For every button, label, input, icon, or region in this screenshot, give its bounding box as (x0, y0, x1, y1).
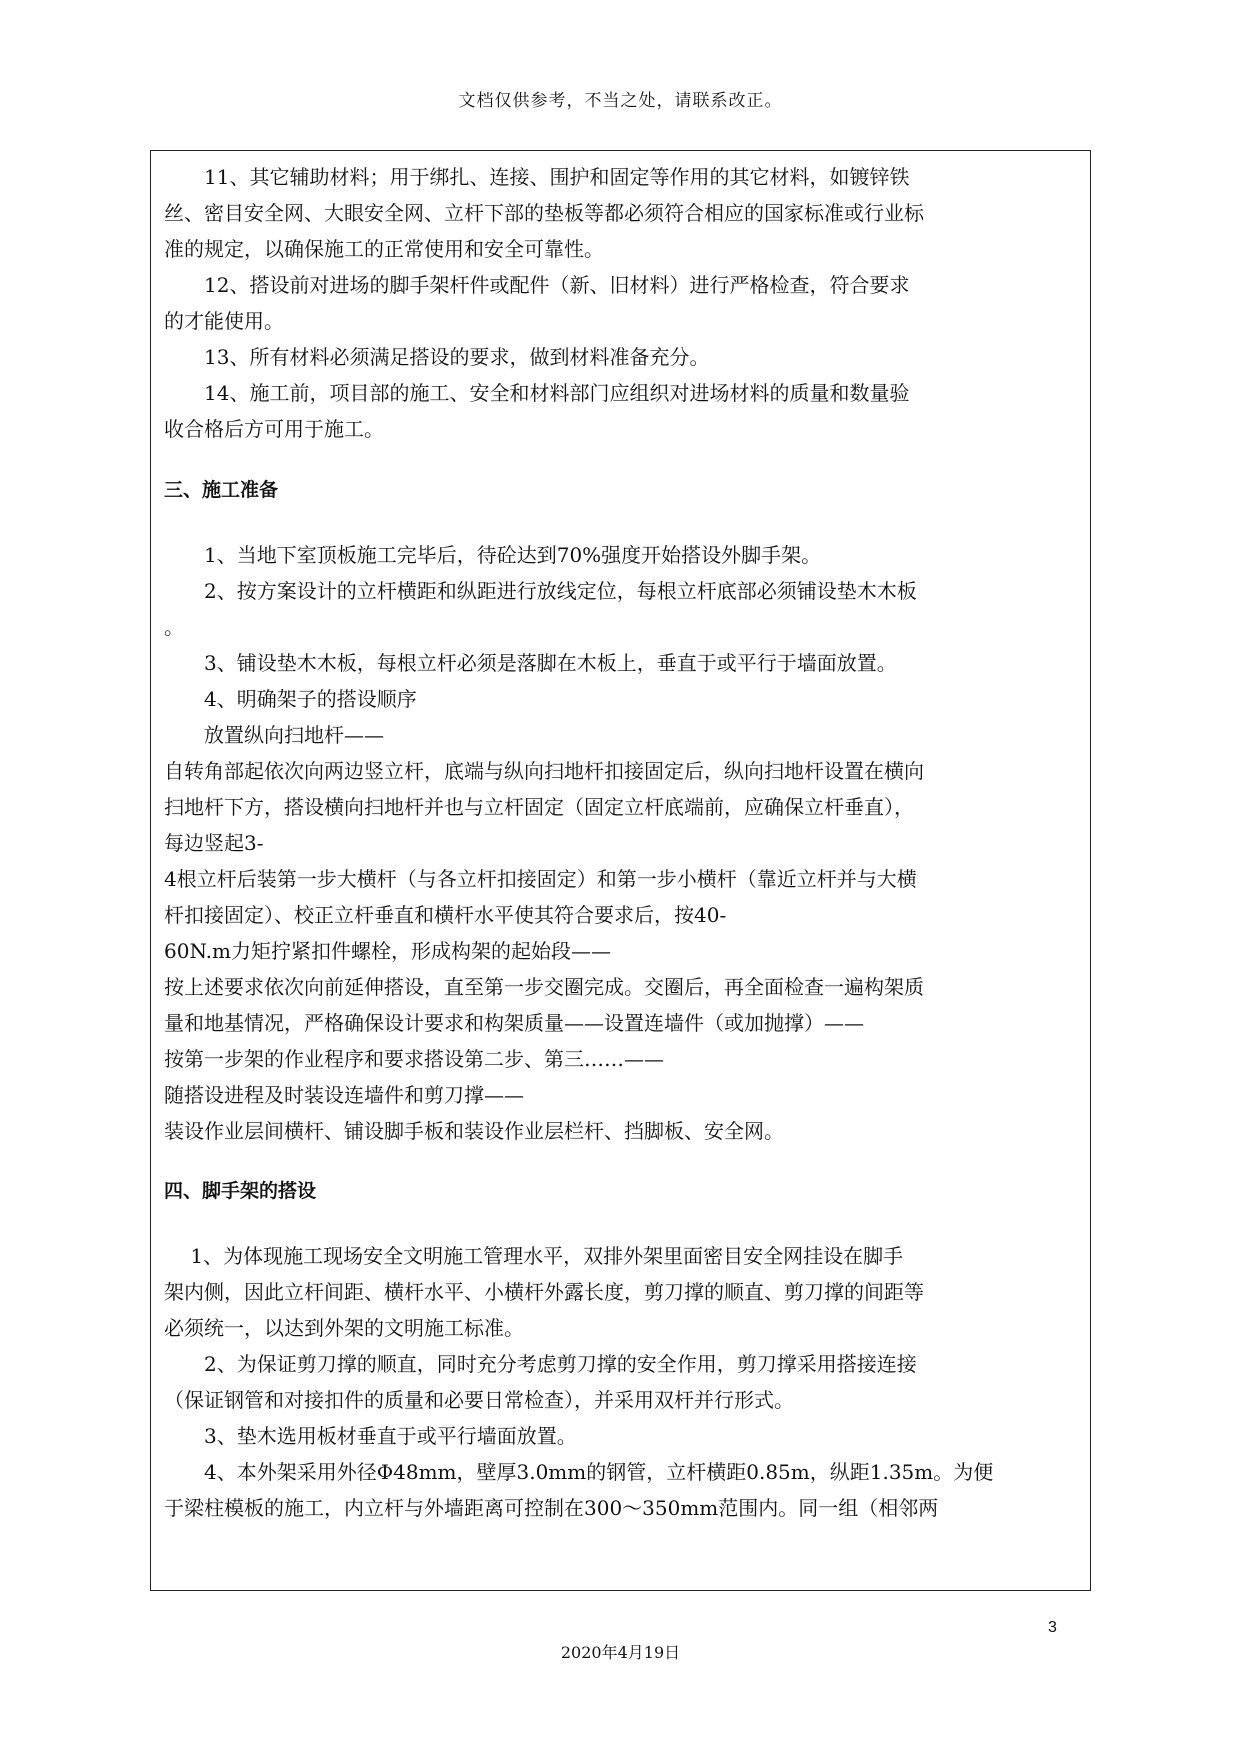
text-line: 准的规定，以确保施工的正常使用和安全可靠性。 (164, 237, 604, 261)
text-line: 装设作业层间横杆、铺设脚手板和装设作业层栏杆、挡脚板、安全网。 (164, 1119, 784, 1143)
text-line: 必须统一，以达到外架的文明施工标准。 (164, 1316, 524, 1340)
text-line: 3、铺设垫木木板，每根立杆必须是落脚在木板上，垂直于或平行于墙面放置。 (164, 651, 897, 675)
section-heading: 四、脚手架的搭设 (164, 1180, 317, 1202)
text-line: 按第一步架的作业程序和要求搭设第二步、第三……—— (164, 1047, 664, 1071)
text-line: 2、按方案设计的立杆横距和纵距进行放线定位，每根立杆底部必须铺设垫木木板 (164, 579, 917, 603)
text-line: 收合格后方可用于施工。 (164, 417, 384, 441)
text-line: 。 (164, 615, 184, 639)
text-line: 扫地杆下方，搭设横向扫地杆并也与立杆固定（固定立杆底端前，应确保立杆垂直）， (164, 795, 914, 819)
text-line: 放置纵向扫地杆—— (164, 723, 384, 747)
document-frame (150, 150, 1091, 1591)
text-line: 于梁柱模板的施工，内立杆与外墙距离可控制在300～350mm范围内。同一组（相邻两 (164, 1496, 939, 1520)
text-line: （保证钢管和对接扣件的质量和必要日常检查），并采用双杆并行形式。 (164, 1388, 794, 1412)
section-heading: 三、施工准备 (164, 479, 279, 501)
page-number: 3 (1048, 1619, 1057, 1636)
text-line: 1、当地下室顶板施工完毕后，待砼达到70%强度开始搭设外脚手架。 (164, 543, 822, 567)
footer-date: 2020年4月19日 (560, 1643, 681, 1662)
text-line: 2、为保证剪刀撑的顺直，同时充分考虑剪刀撑的安全作用，剪刀撑采用搭接连接 (164, 1352, 917, 1376)
text-line: 14、施工前，项目部的施工、安全和材料部门应组织对进场材料的质量和数量验 (164, 381, 910, 405)
text-line: 3、垫木选用板材垂直于或平行墙面放置。 (164, 1424, 577, 1448)
text-line: 按上述要求依次向前延伸搭设，直至第一步交圈完成。交圈后，再全面检查一遍构架质 (164, 975, 924, 999)
text-line: 1、为体现施工现场安全文明施工管理水平，双排外架里面密目安全网挂设在脚手 (164, 1244, 904, 1268)
text-line: 自转角部起依次向两边竖立杆，底端与纵向扫地杆扣接固定后，纵向扫地杆设置在横向 (164, 759, 924, 783)
text-line: 每边竖起3- (164, 831, 264, 855)
text-line: 12、搭设前对进场的脚手架杆件或配件（新、旧材料）进行严格检查，符合要求 (164, 273, 910, 297)
text-line: 13、所有材料必须满足搭设的要求，做到材料准备充分。 (164, 345, 710, 369)
text-line: 4、明确架子的搭设顺序 (164, 687, 417, 711)
text-line: 60N.m力矩拧紧扣件螺栓，形成构架的起始段—— (164, 939, 611, 963)
text-line: 架内侧，因此立杆间距、横杆水平、小横杆外露长度，剪刀撑的顺直、剪刀撑的间距等 (164, 1280, 924, 1304)
text-line: 的才能使用。 (164, 309, 284, 333)
text-line: 随搭设进程及时装设连墙件和剪刀撑—— (164, 1083, 524, 1107)
header-note: 文档仅供参考，不当之处，请联系改正。 (458, 91, 783, 111)
text-line: 丝、密目安全网、大眼安全网、立杆下部的垫板等都必须符合相应的国家标准或行业标 (164, 201, 924, 225)
text-line: 11、其它辅助材料；用于绑扎、连接、围护和固定等作用的其它材料，如镀锌铁 (164, 165, 910, 189)
text-line: 量和地基情况，严格确保设计要求和构架质量——设置连墙件（或加抛撑）—— (164, 1011, 864, 1035)
text-line: 4根立杆后装第一步大横杆（与各立杆扣接固定）和第一步小横杆（靠近立杆并与大横 (164, 867, 917, 891)
text-line: 杆扣接固定）、校正立杆垂直和横杆水平使其符合要求后，按40- (164, 903, 727, 927)
text-line: 4、本外架采用外径Φ48mm，壁厚3.0mm的钢管，立杆横距0.85m，纵距1.35m。为便 (164, 1460, 994, 1484)
